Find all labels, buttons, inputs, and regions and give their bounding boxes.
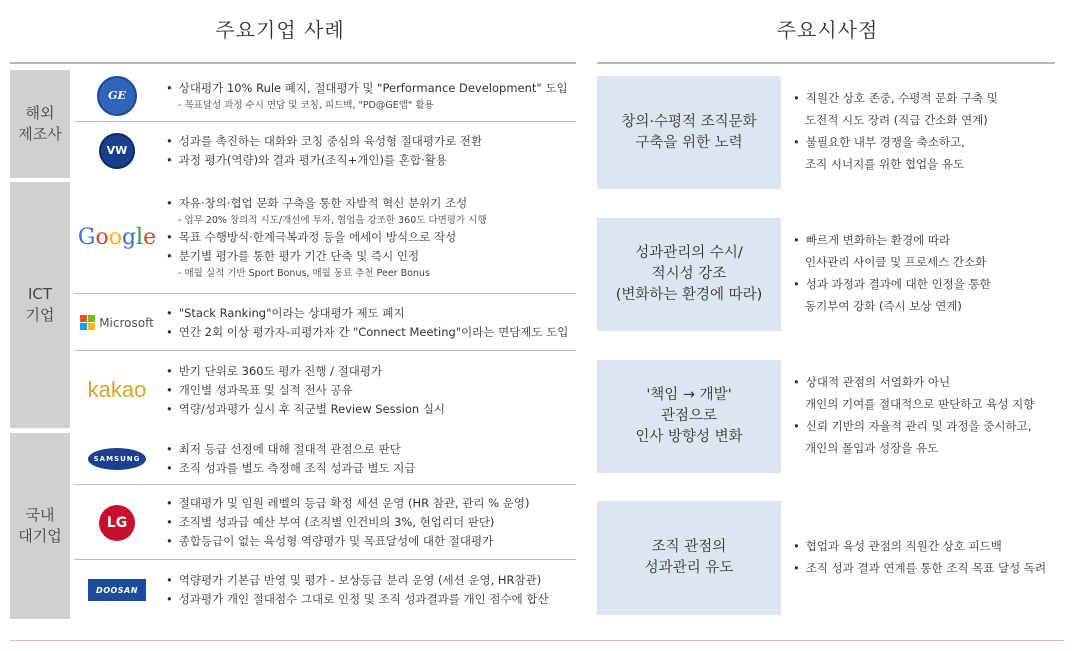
case-row-doosan (74, 561, 576, 619)
case-bullet: • 과정 평가(역량)와 결과 평가(조직+개인)를 혼합·활용 (166, 151, 576, 170)
implication-bullet-cont: 조직 시너지를 위한 협업을 유도 (805, 157, 965, 171)
left-title-rule (10, 62, 576, 64)
implication-bullet: • 빠르게 변화하는 환경에 따라 (793, 229, 1063, 251)
google-logo: Google (77, 225, 157, 250)
samsung-logo: SAMSUNG (88, 448, 146, 470)
implication-bullet-cont: 개인의 몰입과 성장을 유도 (805, 441, 939, 455)
implication-bullet: • 불필요한 내부 경쟁을 축소하고, (793, 131, 1063, 153)
implication-bullet: • 직원간 상호 존중, 수평적 문화 구축 및 (793, 87, 1063, 109)
right-title-rule (597, 62, 1055, 64)
case-row-ge (74, 70, 576, 122)
case-bullet: • 절대평가 및 임원 레벨의 등급 확정 세션 운영 (HR 참관, 관리 % 운영) (166, 494, 576, 513)
case-bullet: • 상대평가 10% Rule 폐지, 절대평가 및 "Performance Development" 도입 (166, 79, 576, 98)
implication-bullet: • 협업과 육성 관점의 직원간 상호 피드백 (793, 535, 1063, 557)
group-label: ICT 기업 (10, 182, 70, 428)
case-bullet: • 연간 2회 이상 평가자-피평가자 간 "Connect Meeting"이라는 면담제도 도입 (166, 323, 576, 342)
lg-logo: LG (99, 505, 135, 541)
implication-items (793, 87, 1063, 175)
implication-bullet: • 신뢰 기반의 자율적 관리 및 과정을 중시하고, (793, 415, 1063, 437)
case-bullet: • 성과평가 개인 절대점수 그대로 인정 및 조직 성과결과를 개인 점수에 합산 (166, 590, 576, 609)
case-bullet: • 조직 성과를 별도 측정해 조직 성과급 별도 지급 (166, 459, 576, 478)
case-bullet: • 분기별 평가를 통한 평가 기간 단축 및 즉시 인정 (166, 247, 576, 266)
case-row-lg (74, 486, 576, 560)
implication-bullet-cont: 도전적 시도 장려 (직급 간소화 연계) (805, 113, 988, 127)
group-overseas-manufacturers (10, 70, 576, 178)
case-bullet: • 성과를 촉진하는 대화와 코칭 중심의 육성형 절대평가로 전환 (166, 132, 576, 151)
case-bullet: • "Stack Ranking"이라는 상대평가 제도 폐지 (166, 304, 576, 323)
doosan-logo: DOOSAN (88, 579, 146, 601)
case-sub-bullet: - 매월 실적 기반 Sport Bonus, 매월 동료 추천 Peer Bonus (166, 266, 576, 281)
group-label: 국내 대기업 (10, 433, 70, 619)
implication-box-org-performance: 조직 관점의 성과관리 유도 (597, 501, 781, 615)
case-sub-bullet: - 목표달성 과정 수시 면담 및 코칭, 피드백, "PD@GE앱" 활용 (166, 98, 576, 113)
implication-box-creative-culture: 창의·수평적 조직문화 구축을 위한 노력 (597, 76, 781, 189)
implication-items (793, 535, 1063, 579)
case-bullet: • 조직별 성과급 예산 부여 (조직별 인건비의 3%, 현업리더 판단) (166, 513, 576, 532)
case-bullet: • 자유·창의·협업 문화 구축을 통한 자발적 혁신 분위기 조성 (166, 194, 576, 213)
ge-logo: GE (97, 76, 137, 116)
implication-items (793, 371, 1063, 459)
implication-bullet-cont: 동기부여 강화 (즉시 보상 연계) (805, 299, 962, 313)
case-row-kakao (74, 352, 576, 428)
group-ict-companies (10, 182, 576, 428)
case-sub-bullet: - 업무 20% 창의적 시도/개선에 투자, 협업을 강조한 360도 다면평가 시행 (166, 213, 576, 228)
implication-box-development-view: '책임 → 개발' 관점으로 인사 방향성 변화 (597, 360, 781, 473)
case-bullet: • 역량평가 기본급 반영 및 평가 - 보상등급 분리 운영 (세션 운영, HR참관) (166, 571, 576, 590)
case-row-microsoft (74, 295, 576, 351)
implication-items (793, 229, 1063, 317)
case-bullet: • 목표 수행방식·한계극복과정 등을 에세이 방식으로 작성 (166, 228, 576, 247)
implication-bullet-cont: 인사관리 사이클 및 프로세스 간소화 (805, 255, 987, 269)
case-bullet: • 역량/성과평가 실시 후 직군별 Review Session 실시 (166, 400, 576, 419)
case-bullet: • 개인별 성과목표 및 실적 전사 공유 (166, 381, 576, 400)
implication-bullet: • 조직 성과 결과 연계를 통한 조직 목표 달성 독려 (793, 557, 1063, 579)
implication-bullet-cont: 개인의 기여를 절대적으로 판단하고 육성 지향 (805, 397, 1035, 411)
case-bullet: • 반기 단위로 360도 평가 진행 / 절대평가 (166, 362, 576, 381)
case-row-volkswagen (74, 123, 576, 178)
case-row-google (74, 182, 576, 294)
microsoft-logo: Microsoft (80, 315, 154, 330)
volkswagen-logo: VW (99, 133, 135, 169)
bottom-rule (10, 640, 1064, 641)
implication-bullet: • 성과 과정과 결과에 대한 인정을 통한 (793, 273, 1063, 295)
implication-bullet: • 상대적 관점의 서열화가 아닌 (793, 371, 1063, 393)
case-bullet: • 최저 등급 선정에 대해 절대적 관점으로 판단 (166, 440, 576, 459)
case-row-samsung (74, 433, 576, 485)
implication-box-timely-performance: 성과관리의 수시/ 적시성 강조 (변화하는 환경에 따라) (597, 218, 781, 331)
right-section-title: 주요시사점 (776, 18, 879, 42)
left-section-title: 주요기업 사례 (215, 18, 345, 42)
group-domestic-conglomerates (10, 433, 576, 619)
kakao-logo: kakao (87, 377, 147, 402)
case-bullet: • 종합등급이 없는 육성형 역량평가 및 목표달성에 대한 절대평가 (166, 532, 576, 551)
group-label: 해외 제조사 (10, 70, 70, 178)
